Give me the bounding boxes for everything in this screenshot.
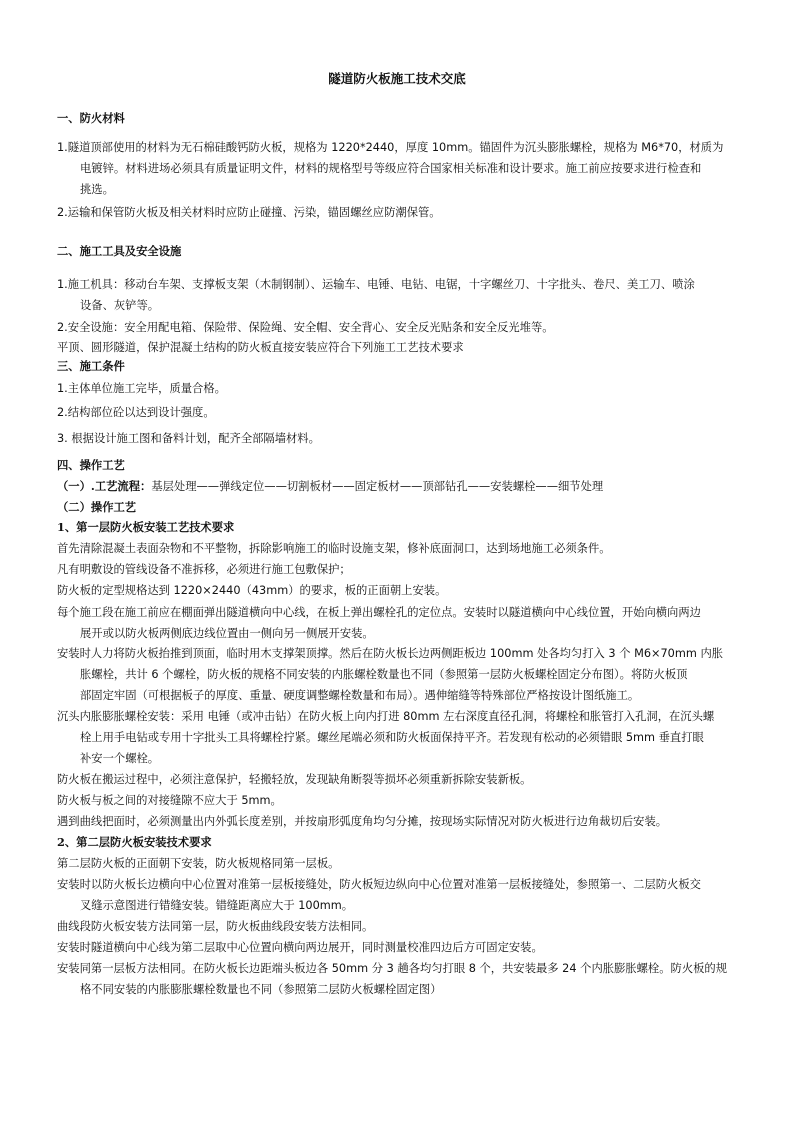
paragraph: 防火板的定型规格达到 1220×2440（43mm）的要求，板的正面朝上安装。 — [57, 584, 447, 597]
paragraph: 平顶、圆形隧道，保护混凝土结构的防火板直接安装应符合下列施工工艺技术要求 — [57, 341, 464, 354]
list-item: 1.主体单位施工完毕，质量合格。 — [57, 382, 226, 395]
list-item: 2.结构部位砼以达到设计强度。 — [57, 406, 215, 419]
paragraph: 胀螺栓，共计 6 个螺栓，防火板的规格不同安装的内胀螺栓数量也不同（参照第一层防火板螺栓固定分布图）。将防火板顶 — [80, 668, 688, 681]
paragraph: 补安一个螺栓。 — [80, 752, 160, 765]
section-heading-tools: 二、施工工具及安全设施 — [57, 244, 182, 258]
paragraph: 栓上用手电钻或专用十字批头工具将螺栓拧紧。螺丝尾端必须和防火板面保持平齐。若发现有松动的必须错眼 5mm 垂直打眼 — [80, 731, 704, 744]
paragraph: 1.隧道顶部使用的材料为无石棉硅酸钙防火板，规格为 1220*2440，厚度 10mm。锚固件为沉头膨胀螺栓，规格为 M6*70，材质为 — [57, 141, 724, 154]
paragraph: 凡有明敷设的管线设备不准拆移，必须进行施工包敷保护； — [57, 563, 351, 576]
paragraph: 格不同安装的内胀膨胀螺栓数量也不同（参照第二层防火板螺栓固定图） — [80, 983, 442, 996]
section-heading-conditions: 三、施工条件 — [57, 359, 125, 373]
paragraph: 防火板在搬运过程中，必须注意保护，轻搬轻放，发现缺角断裂等损坏必须重新拆除安装新板。 — [57, 773, 532, 786]
paragraph: 挑选。 — [80, 183, 114, 196]
layer2-heading: 2、第二层防火板安装技术要求 — [57, 835, 212, 849]
paragraph: 电镀锌。材料进场必须具有质量证明文件，材料的规格型号等级应符合国家相关标准和设计要求。施工前应按要求进行检查和 — [80, 162, 702, 175]
paragraph: 安装时隧道横向中心线为第二层取中心位置向横向两边展开，同时测量校准四边后方可固定安装。 — [57, 941, 543, 954]
section-heading-materials: 一、防火材料 — [57, 111, 125, 125]
paragraph: 安装时人力将防火板抬推到顶面，临时用木支撑架顶撑。然后在防火板长边两侧距板边 100mm 处各均匀打入 3 个 M6×70mm 内胀 — [57, 647, 724, 660]
subsection-heading: （二）操作工艺 — [57, 500, 137, 514]
list-item: 3. 根据设计施工图和备料计划，配齐全部隔墙材料。 — [57, 432, 320, 445]
paragraph: 曲线段防火板安装方法同第一层，防火板曲线段安装方法相同。 — [57, 920, 374, 933]
paragraph: 遇到曲线把面时，必须测量出内外弧长度差别，并按扇形弧度角均匀分摊，按现场实际情况对防火板进行边角裁切后安装。 — [57, 815, 668, 828]
paragraph: 1.施工机具：移动台车架、支撑板支架（木制钢制）、运输车、电锤、电钻、电锯，十字螺丝刀、十字批头、卷尺、美工刀、喷涂 — [57, 278, 695, 291]
paragraph: 叉缝示意图进行错缝安装。错缝距离应大于 100mm。 — [80, 899, 354, 912]
paragraph: 设备、灰铲等。 — [80, 299, 160, 312]
paragraph: 安装时以防火板长边横向中心位置对准第一层板接缝处，防火板短边纵向中心位置对准第一层板接缝处，参照第一、二层防火板交 — [57, 878, 701, 891]
paragraph: 2.安全设施：安全用配电箱、保险带、保险绳、安全帽、安全背心、安全反光贴条和安全反光堆等。 — [57, 321, 554, 334]
page-title: 隧道防火板施工技术交底 — [328, 71, 466, 86]
flow-label: （一）.工艺流程： — [57, 479, 152, 493]
paragraph: 防火板与板之间的对接缝隙不应大于 5mm。 — [57, 794, 282, 807]
layer1-heading: 1、第一层防火板安装工艺技术要求 — [57, 520, 235, 534]
paragraph: 部固定牢固（可根据板子的厚度、重量、硬度调整螺栓数量和布局）。遇伸缩缝等特殊部位严格按设计图纸施工。 — [80, 689, 640, 702]
paragraph: 沉头内胀膨胀螺栓安装：采用 电锤（或冲击钻）在防火板上向内打进 80mm 左右深度直径孔洞，将螺栓和胀管打入孔洞，在沉头螺 — [57, 710, 715, 723]
flow-steps: 基层处理——弹线定位——切割板材——固定板材——顶部钻孔——安装螺栓——细节处理 — [151, 480, 604, 493]
paragraph: 安装同第一层板方法相同。在防火板长边距端头板边各 50mm 分 3 趟各均匀打眼 8 个，共安装最多 24 个内胀膨胀螺栓。防火板的规 — [57, 962, 728, 975]
paragraph: 2.运输和保管防火板及相关材料时应防止碰撞、污染，锚固螺丝应防潮保管。 — [57, 206, 441, 219]
paragraph: 展开或以防火板两侧底边线位置由一侧向另一侧展开安装。 — [80, 627, 374, 640]
process-flow — [57, 476, 747, 497]
paragraph: 每个施工段在施工前应在棚面弹出隧道横向中心线，在板上弹出螺栓孔的定位点。安装时以隧道横向中心线位置，开始向横向两边 — [57, 606, 701, 619]
paragraph: 首先清除混凝土表面杂物和不平整物，拆除影响施工的临时设施支架，修补底面洞口，达到场地施工必须条件。 — [57, 542, 611, 555]
section-heading-process: 四、操作工艺 — [57, 458, 125, 472]
paragraph: 第二层防火板的正面朝下安装，防火板规格同第一层板。 — [57, 857, 340, 870]
